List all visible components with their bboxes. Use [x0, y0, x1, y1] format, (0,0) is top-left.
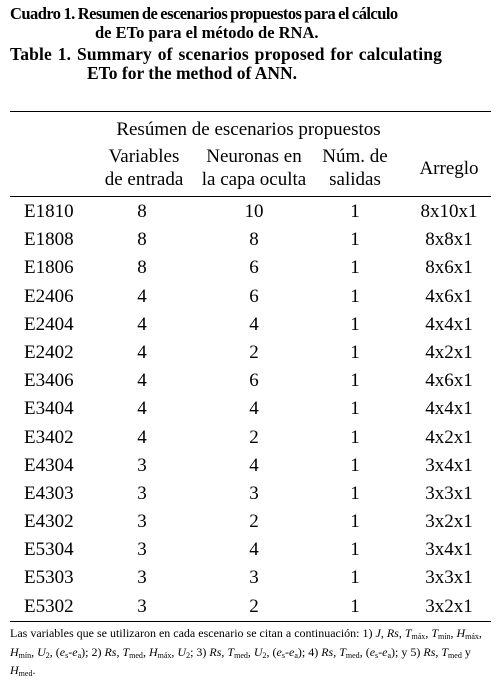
footnote-text: [190, 645, 209, 659]
table-row: [0, 254, 504, 282]
cell-outputs: 1: [350, 398, 360, 420]
footnote-segment: ,: [435, 644, 442, 659]
footnote-segment: y: [461, 644, 471, 659]
footnote-subscript: 2: [186, 650, 191, 660]
footnote-segment: , (: [49, 644, 60, 659]
cell-input-variables: 3: [137, 482, 147, 504]
footnote-segment: ,: [398, 626, 405, 640]
cell-input-variables: 4: [137, 398, 147, 420]
header-hidden-neurons-line-1: Neuronas en: [206, 146, 302, 167]
footnote-segment: T: [339, 644, 346, 659]
cell-input-variables: 4: [137, 426, 147, 448]
cell-hidden-neurons: 4: [249, 313, 259, 335]
footnote-segment: -: [285, 644, 289, 659]
footnote-segment: Rs: [386, 626, 399, 640]
cell-outputs: 1: [350, 454, 360, 476]
footnote-text: [267, 645, 277, 659]
cell-arrangement: 4x4x1: [425, 313, 473, 335]
footnote-segment: , (: [266, 644, 277, 659]
footnote-segment: ,: [247, 644, 254, 659]
table-header-rule: [10, 196, 491, 197]
caption-spanish-line-2: de ETo para el método de RNA.: [95, 23, 319, 42]
footnote-segment: , (: [359, 644, 370, 659]
footnote-variable: [382, 645, 391, 659]
header-input-variables: [94, 145, 194, 191]
cell-input-variables: 8: [137, 229, 147, 251]
footnote-variable: [122, 645, 142, 659]
footnote-variable: [209, 645, 221, 659]
footnote-variable: [423, 645, 435, 659]
footnote-subscript: med: [448, 650, 462, 660]
cell-outputs: 1: [350, 595, 360, 617]
footnote-segment: e: [72, 644, 78, 659]
header-outputs: [314, 145, 396, 191]
table-caption: [10, 4, 496, 83]
cell-scenario-id: E4302: [24, 511, 74, 533]
footnote-segment: ,: [116, 644, 123, 659]
cell-scenario-id: E1806: [24, 257, 74, 279]
caption-english-line-1: Table 1. Summary of scenarios proposed for calculating: [10, 44, 443, 64]
footnote-segment: H: [148, 644, 158, 659]
cell-scenario-id: E4304: [24, 454, 74, 476]
footnote-subscript: med: [234, 650, 248, 660]
footnote-segment: T: [227, 644, 235, 659]
cell-input-variables: 4: [137, 370, 147, 392]
footnote-segment: ); 4): [297, 644, 322, 659]
footnote-segment: T: [404, 626, 412, 640]
cell-outputs: 1: [350, 201, 360, 222]
header-input-variables-line-1: Variables: [108, 146, 180, 167]
footnote-variable: [321, 645, 333, 659]
footnote-text: [10, 626, 376, 640]
footnote-subscript: med: [18, 669, 33, 678]
footnote-segment: U: [37, 644, 46, 659]
footnote-variable: [72, 645, 81, 659]
footnote-segment: Rs: [209, 644, 222, 659]
cell-input-variables: 3: [137, 539, 147, 561]
table-row: [0, 367, 504, 395]
cell-scenario-id: E5303: [24, 567, 74, 589]
cell-input-variables: 8: [137, 257, 147, 279]
footnote-variable: [277, 645, 285, 659]
table-row: [0, 593, 504, 621]
header-outputs-line-1: Núm. de: [322, 146, 388, 167]
footnote-segment: Las variables que se utilizaron en cada escenario se citan a continuación: 1): [10, 626, 376, 640]
footnote-segment: ); y 5): [391, 644, 424, 659]
cell-input-variables: 3: [137, 511, 147, 533]
header-arrangement: Arreglo: [419, 158, 479, 179]
cell-arrangement: 4x2x1: [425, 341, 473, 363]
cell-hidden-neurons: 4: [249, 454, 259, 476]
footnote-segment: e: [276, 644, 282, 659]
cell-input-variables: 8: [137, 201, 147, 222]
table-body: [0, 198, 504, 621]
footnote-segment: H: [456, 626, 466, 640]
cell-hidden-neurons: 6: [249, 257, 259, 279]
cell-scenario-id: E2406: [24, 285, 74, 307]
cell-scenario-id: E4303: [24, 482, 74, 504]
footnote-subscript: med: [129, 650, 143, 660]
table-row: [0, 480, 504, 508]
footnote-segment: ,: [380, 626, 387, 640]
cell-input-variables: 4: [137, 313, 147, 335]
cell-arrangement: 8x10x1: [420, 201, 478, 222]
cell-hidden-neurons: 3: [249, 482, 259, 504]
footnote-text: [32, 663, 35, 677]
cell-outputs: 1: [350, 229, 360, 251]
footnote-text: [391, 645, 423, 659]
footnote-subscript: 2: [262, 650, 267, 660]
cell-input-variables: 4: [137, 285, 147, 307]
table-row: [0, 564, 504, 592]
footnote-segment: e: [369, 644, 376, 659]
cell-hidden-neurons: 2: [249, 511, 259, 533]
cell-outputs: 1: [350, 426, 360, 448]
cell-scenario-id: E3402: [24, 426, 74, 448]
footnote-subscript: s: [375, 650, 379, 660]
footnote-subscript: máx: [157, 650, 172, 660]
cell-hidden-neurons: 10: [244, 201, 264, 222]
footnote-variable: [104, 645, 116, 659]
caption-english-line-2: ETo for the method of ANN.: [87, 63, 298, 83]
footnote-variable: [60, 645, 68, 659]
cell-scenario-id: E1808: [24, 229, 74, 251]
cell-hidden-neurons: 6: [249, 370, 259, 392]
footnote-subscript: mín: [438, 632, 451, 641]
cell-hidden-neurons: 2: [249, 595, 259, 617]
caption-spanish-line-1: Cuadro 1. Resumen de escenarios propuestos para el cálculo: [10, 4, 398, 23]
footnote-variable: [10, 663, 32, 677]
cell-input-variables: 3: [137, 454, 147, 476]
footnote-subscript: s: [65, 650, 69, 660]
cell-scenario-id: E3406: [24, 370, 74, 392]
footnote-subscript: mín: [18, 650, 32, 660]
footnote-variable: [37, 645, 50, 659]
footnote-segment: ,: [171, 644, 178, 659]
table-row: [0, 536, 504, 564]
footnote-variable: [370, 645, 378, 659]
footnote-text: [81, 645, 104, 659]
footnote-subscript: a: [294, 650, 298, 660]
footnote-segment: ,: [31, 644, 38, 659]
footnote-variable: [431, 626, 450, 640]
cell-scenario-id: E5302: [24, 595, 74, 617]
footnote-variable: [405, 626, 425, 640]
footnote-variable: [177, 645, 190, 659]
cell-input-variables: 3: [137, 567, 147, 589]
footnote-subscript: med: [345, 650, 360, 660]
cell-outputs: 1: [350, 482, 360, 504]
footnote-segment: H: [10, 663, 19, 677]
table-row: [0, 283, 504, 311]
footnote-segment: -: [378, 644, 383, 659]
footnote-variable: [289, 645, 298, 659]
footnote-variable: [456, 626, 478, 640]
cell-hidden-neurons: 6: [249, 285, 259, 307]
footnote-variable: [10, 645, 31, 659]
footnote-text: [360, 645, 370, 659]
cell-arrangement: 4x6x1: [425, 370, 473, 392]
cell-arrangement: 3x3x1: [425, 567, 473, 589]
table-top-rule: [10, 111, 491, 112]
footnote-subscript: s: [281, 650, 285, 660]
footnote-segment: ,: [333, 644, 340, 659]
cell-arrangement: 3x4x1: [425, 454, 473, 476]
footnote-subscript: máx: [411, 632, 426, 641]
table-row: [0, 508, 504, 536]
cell-arrangement: 4x4x1: [425, 398, 473, 420]
cell-scenario-id: E2402: [24, 341, 74, 363]
cell-hidden-neurons: 4: [249, 539, 259, 561]
footnote-segment: T: [122, 644, 130, 659]
footnote-subscript: a: [77, 650, 82, 660]
footnote-variable: [254, 645, 267, 659]
cell-outputs: 1: [350, 511, 360, 533]
footnote-segment: e: [59, 644, 66, 659]
footnote-segment: Rs: [321, 644, 334, 659]
footnote-segment: U: [253, 644, 263, 659]
cell-input-variables: 3: [137, 595, 147, 617]
table-row: [0, 395, 504, 423]
cell-hidden-neurons: 2: [249, 426, 259, 448]
cell-scenario-id: E2404: [24, 313, 74, 335]
cell-outputs: 1: [350, 341, 360, 363]
footnote-segment: Rs: [423, 644, 436, 659]
footnote-segment: ; 3): [190, 644, 210, 659]
cell-outputs: 1: [350, 567, 360, 589]
footnote-segment: ,: [142, 644, 149, 659]
cell-outputs: 1: [350, 257, 360, 279]
table-footnote: [10, 624, 494, 680]
cell-outputs: 1: [350, 285, 360, 307]
footnote-segment: e: [382, 644, 388, 659]
cell-arrangement: 4x2x1: [425, 426, 473, 448]
footnote-segment: -: [68, 644, 73, 659]
cell-arrangement: 8x6x1: [425, 257, 473, 279]
table-row: [0, 424, 504, 452]
cell-outputs: 1: [350, 313, 360, 335]
table-row: [0, 198, 504, 226]
cell-scenario-id: E3404: [24, 398, 74, 420]
table-row: [0, 226, 504, 254]
header-hidden-neurons-line-2: la capa oculta: [201, 169, 307, 190]
footnote-variable: [441, 645, 461, 659]
footnote-text: [479, 626, 482, 640]
cell-arrangement: 4x6x1: [425, 285, 473, 307]
table-row: [0, 452, 504, 480]
table-bottom-rule: [10, 621, 491, 622]
footnote-segment: ,: [478, 626, 482, 640]
cell-scenario-id: E1810: [24, 201, 74, 222]
footnote-segment: ,: [450, 626, 457, 640]
footnote-segment: T: [431, 626, 438, 640]
footnote-segment: ,: [221, 644, 228, 659]
footnote-segment: Rs: [104, 644, 117, 659]
cell-arrangement: 8x8x1: [425, 229, 473, 251]
footnote-segment: .: [32, 663, 36, 677]
footnote-segment: e: [289, 644, 295, 659]
footnote-variable: [387, 626, 399, 640]
table-row: [0, 311, 504, 339]
footnote-segment: J: [375, 626, 381, 640]
footnote-variable: [339, 645, 359, 659]
cell-input-variables: 4: [137, 341, 147, 363]
footnote-subscript: a: [387, 650, 392, 660]
cell-arrangement: 3x2x1: [425, 595, 473, 617]
footnote-text: [298, 645, 321, 659]
footnote-segment: ); 2): [81, 644, 105, 659]
header-outputs-line-2: salidas: [329, 169, 381, 190]
cell-arrangement: 3x3x1: [425, 482, 473, 504]
footnote-segment: ,: [425, 626, 432, 640]
footnote-subscript: 2: [45, 650, 50, 660]
cell-hidden-neurons: 3: [249, 567, 259, 589]
cell-scenario-id: E5304: [24, 539, 74, 561]
footnote-segment: H: [10, 644, 19, 659]
footnote-text: [50, 645, 60, 659]
table-row: [0, 339, 504, 367]
cell-outputs: 1: [350, 539, 360, 561]
footnote-variable: [149, 645, 171, 659]
cell-hidden-neurons: 2: [249, 341, 259, 363]
footnote-subscript: máx: [465, 632, 479, 641]
footnote-segment: U: [177, 644, 187, 659]
footnote-text: [462, 645, 471, 659]
cell-arrangement: 3x2x1: [425, 511, 473, 533]
cell-hidden-neurons: 4: [249, 398, 259, 420]
cell-outputs: 1: [350, 370, 360, 392]
header-input-variables-line-2: de entrada: [104, 169, 184, 190]
cell-hidden-neurons: 8: [249, 229, 259, 251]
cell-arrangement: 3x4x1: [425, 539, 473, 561]
group-header: Resúmen de escenarios propuestos: [116, 119, 381, 140]
footnote-segment: T: [441, 644, 449, 659]
footnote-variable: [227, 645, 247, 659]
header-hidden-neurons: [196, 145, 312, 191]
